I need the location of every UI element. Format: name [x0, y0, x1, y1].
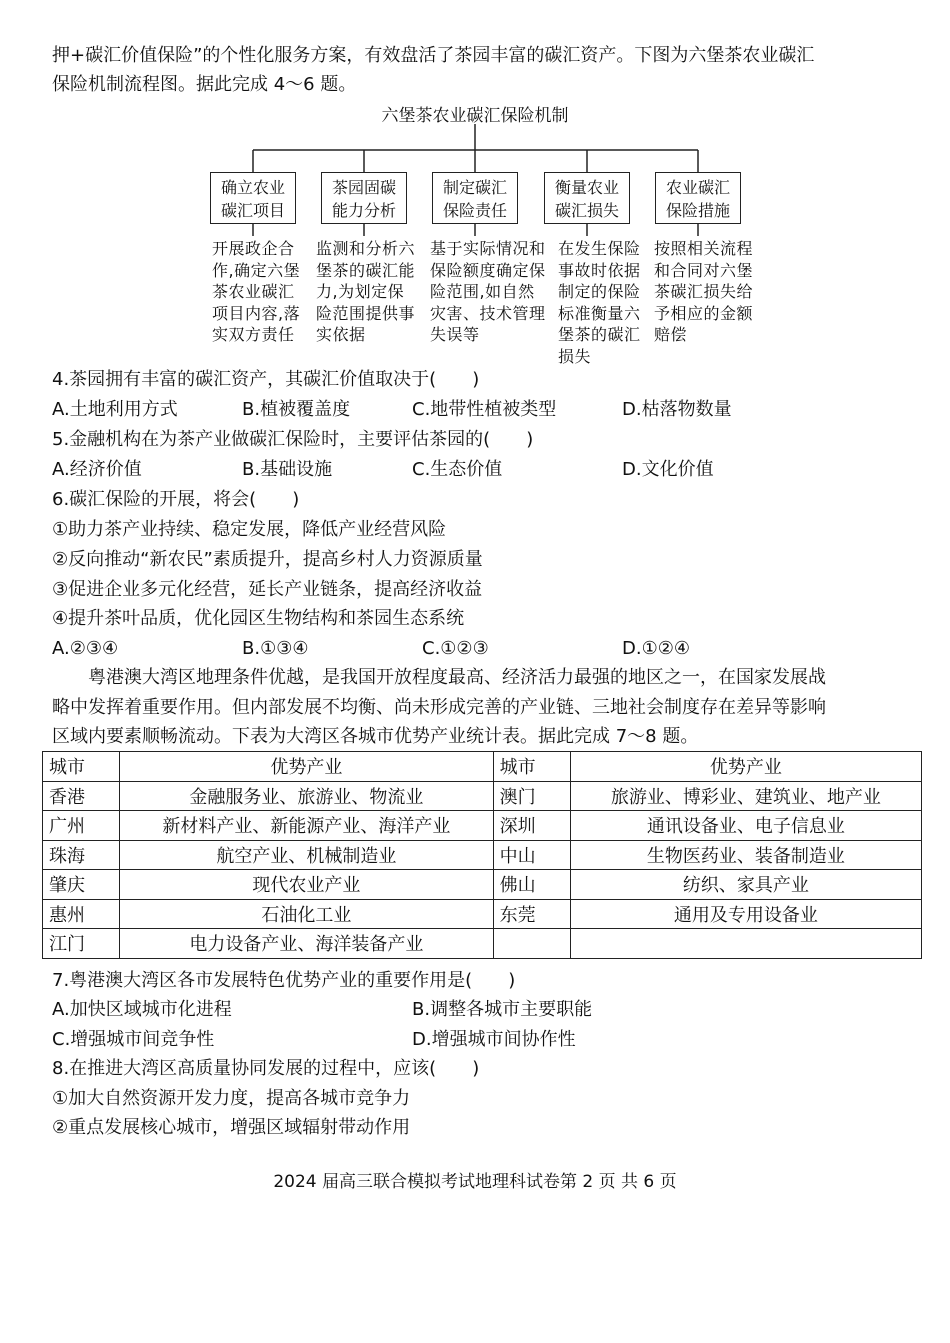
city-cell: 深圳 [493, 811, 570, 841]
q4-option-a[interactable]: A.土地利用方式 [52, 399, 178, 420]
q6-option-b[interactable]: B.①③④ [242, 638, 309, 659]
header-city-1: 城市 [43, 752, 120, 782]
q6-item-2: ②反向推动“新农民”素质提升，提高乡村人力资源质量 [52, 549, 483, 570]
header-industry-2: 优势产业 [570, 752, 921, 782]
q5-option-b[interactable]: B.基础设施 [242, 459, 333, 480]
city-cell: 中山 [493, 840, 570, 870]
q6-option-d[interactable]: D.①②④ [622, 638, 690, 659]
q6-item-4: ④提升茶叶品质，优化园区生物结构和茶园生态系统 [52, 608, 465, 629]
flow-desc-5: 按照相关流程 和合同对六堡 茶碳汇损失给 予相应的金额 赔偿 [654, 239, 754, 344]
industry-cell [570, 929, 921, 959]
table-row [43, 811, 922, 841]
flow-box-5 [655, 172, 741, 224]
table-row [43, 929, 922, 959]
q5-option-d[interactable]: D.文化价值 [622, 459, 714, 480]
flow-box-3 [432, 172, 518, 224]
city-cell: 珠海 [43, 840, 120, 870]
q6-item-3: ③促进企业多元化经营，延长产业链条，提高经济收益 [52, 579, 483, 600]
flow-box-4-line1: 衡量农业 [554, 178, 619, 197]
q4-option-b[interactable]: B.植被覆盖度 [242, 399, 351, 420]
table-row [43, 781, 922, 811]
industry-cell: 通用及专用设备业 [570, 899, 921, 929]
flow-box-2-line2: 能力分析 [331, 201, 396, 220]
flow-desc-3: 基于实际情况和 保险额度确定保 险范围,如自然 灾害、技术管理 失误等 [430, 239, 546, 344]
flow-box-5-line2: 保险措施 [665, 201, 730, 220]
flow-desc-4: 在发生保险 事故时依据 制定的保险 标准衡量六 堡茶的碳汇 损失 [558, 239, 641, 366]
intro-line-2: 保险机制流程图。据此完成 4～6 题。 [52, 74, 357, 95]
industry-cell: 纺织、家具产业 [570, 870, 921, 900]
flow-desc-2: 监测和分析六 堡茶的碳汇能 力,为划定保 险范围提供事 实依据 [316, 239, 416, 344]
industry-cell: 电力设备产业、海洋装备产业 [120, 929, 494, 959]
q4-option-d[interactable]: D.枯落物数量 [622, 399, 732, 420]
q5-option-a[interactable]: A.经济价值 [52, 459, 142, 480]
passage2-line-3: 区域内要素顺畅流动。下表为大湾区各城市优势产业统计表。据此完成 7～8 题。 [52, 726, 699, 747]
flow-box-2-line1: 茶园固碳 [331, 178, 396, 197]
flow-box-3-line1: 制定碳汇 [442, 178, 507, 197]
flow-box-3-line2: 保险责任 [442, 201, 507, 220]
industry-cell: 通讯设备业、电子信息业 [570, 811, 921, 841]
industry-cell: 现代农业产业 [120, 870, 494, 900]
industry-cell: 新材料产业、新能源产业、海洋产业 [120, 811, 494, 841]
flow-box-1-line2: 碳汇项目 [220, 201, 285, 220]
q7-option-a[interactable]: A.加快区域城市化进程 [52, 999, 232, 1020]
flow-box-4-line2: 碳汇损失 [554, 201, 619, 220]
city-cell: 肇庆 [43, 870, 120, 900]
table-row [43, 870, 922, 900]
city-cell: 东莞 [493, 899, 570, 929]
industry-cell: 旅游业、博彩业、建筑业、地产业 [570, 781, 921, 811]
city-cell: 惠州 [43, 899, 120, 929]
industry-cell: 金融服务业、旅游业、物流业 [120, 781, 494, 811]
city-cell: 江门 [43, 929, 120, 959]
q6-option-a[interactable]: A.②③④ [52, 638, 119, 659]
flow-box-2 [321, 172, 407, 224]
city-cell: 澳门 [493, 781, 570, 811]
q8-item-1: ①加大自然资源开发力度，提高各城市竞争力 [52, 1088, 411, 1109]
q5-option-c[interactable]: C.生态价值 [412, 459, 503, 480]
flow-box-1 [210, 172, 296, 224]
table-row [43, 899, 922, 929]
city-cell [493, 929, 570, 959]
flow-box-1-line1: 确立农业 [220, 178, 285, 197]
q6-option-c[interactable]: C.①②③ [422, 638, 489, 659]
page-footer: 2024 届高三联合模拟考试地理科试卷第 2 页 共 6 页 [273, 1172, 677, 1192]
flow-box-4 [544, 172, 630, 224]
q4-stem: 4.茶园拥有丰富的碳汇资产，其碳汇价值取决于( ) [52, 369, 480, 390]
q7-option-d[interactable]: D.增强城市间协作性 [412, 1029, 576, 1050]
industry-cell: 石油化工业 [120, 899, 494, 929]
q8-stem: 8.在推进大湾区高质量协同发展的过程中，应该( ) [52, 1058, 480, 1079]
city-cell: 香港 [43, 781, 120, 811]
q6-item-1: ①助力茶产业持续、稳定发展，降低产业经营风险 [52, 519, 447, 540]
table-row [43, 840, 922, 870]
passage2-line-1: 粤港澳大湾区地理条件优越，是我国开放程度最高、经济活力最强的地区之一，在国家发展战 [52, 667, 826, 688]
header-industry-1: 优势产业 [120, 752, 494, 782]
header-city-2: 城市 [493, 752, 570, 782]
table-header-row [43, 752, 922, 782]
q8-item-2: ②重点发展核心城市，增强区域辐射带动作用 [52, 1117, 411, 1138]
industry-table [42, 751, 922, 959]
flowchart-title: 六堡茶农业碳汇保险机制 [381, 106, 569, 126]
industry-cell: 航空产业、机械制造业 [120, 840, 494, 870]
q6-stem: 6.碳汇保险的开展，将会( ) [52, 489, 300, 510]
flow-desc-1: 开展政企合 作,确定六堡 茶农业碳汇 项目内容,落 实双方责任 [212, 239, 301, 344]
q4-option-c[interactable]: C.地带性植被类型 [412, 399, 557, 420]
industry-cell: 生物医药业、装备制造业 [570, 840, 921, 870]
q7-stem: 7.粤港澳大湾区各市发展特色优势产业的重要作用是( ) [52, 970, 516, 991]
q5-stem: 5.金融机构在为茶产业做碳汇保险时，主要评估茶园的( ) [52, 429, 534, 450]
intro-line-1: 押+碳汇价值保险”的个性化服务方案，有效盘活了茶园丰富的碳汇资产。下图为六堡茶农业碳汇 [52, 45, 815, 66]
city-cell: 广州 [43, 811, 120, 841]
q7-option-b[interactable]: B.调整各城市主要职能 [412, 999, 593, 1020]
city-cell: 佛山 [493, 870, 570, 900]
q7-option-c[interactable]: C.增强城市间竞争性 [52, 1029, 215, 1050]
flow-box-5-line1: 农业碳汇 [665, 178, 730, 197]
passage2-line-2: 略中发挥着重要作用。但内部发展不均衡、尚未形成完善的产业链、三地社会制度存在差异等影响 [52, 697, 826, 718]
